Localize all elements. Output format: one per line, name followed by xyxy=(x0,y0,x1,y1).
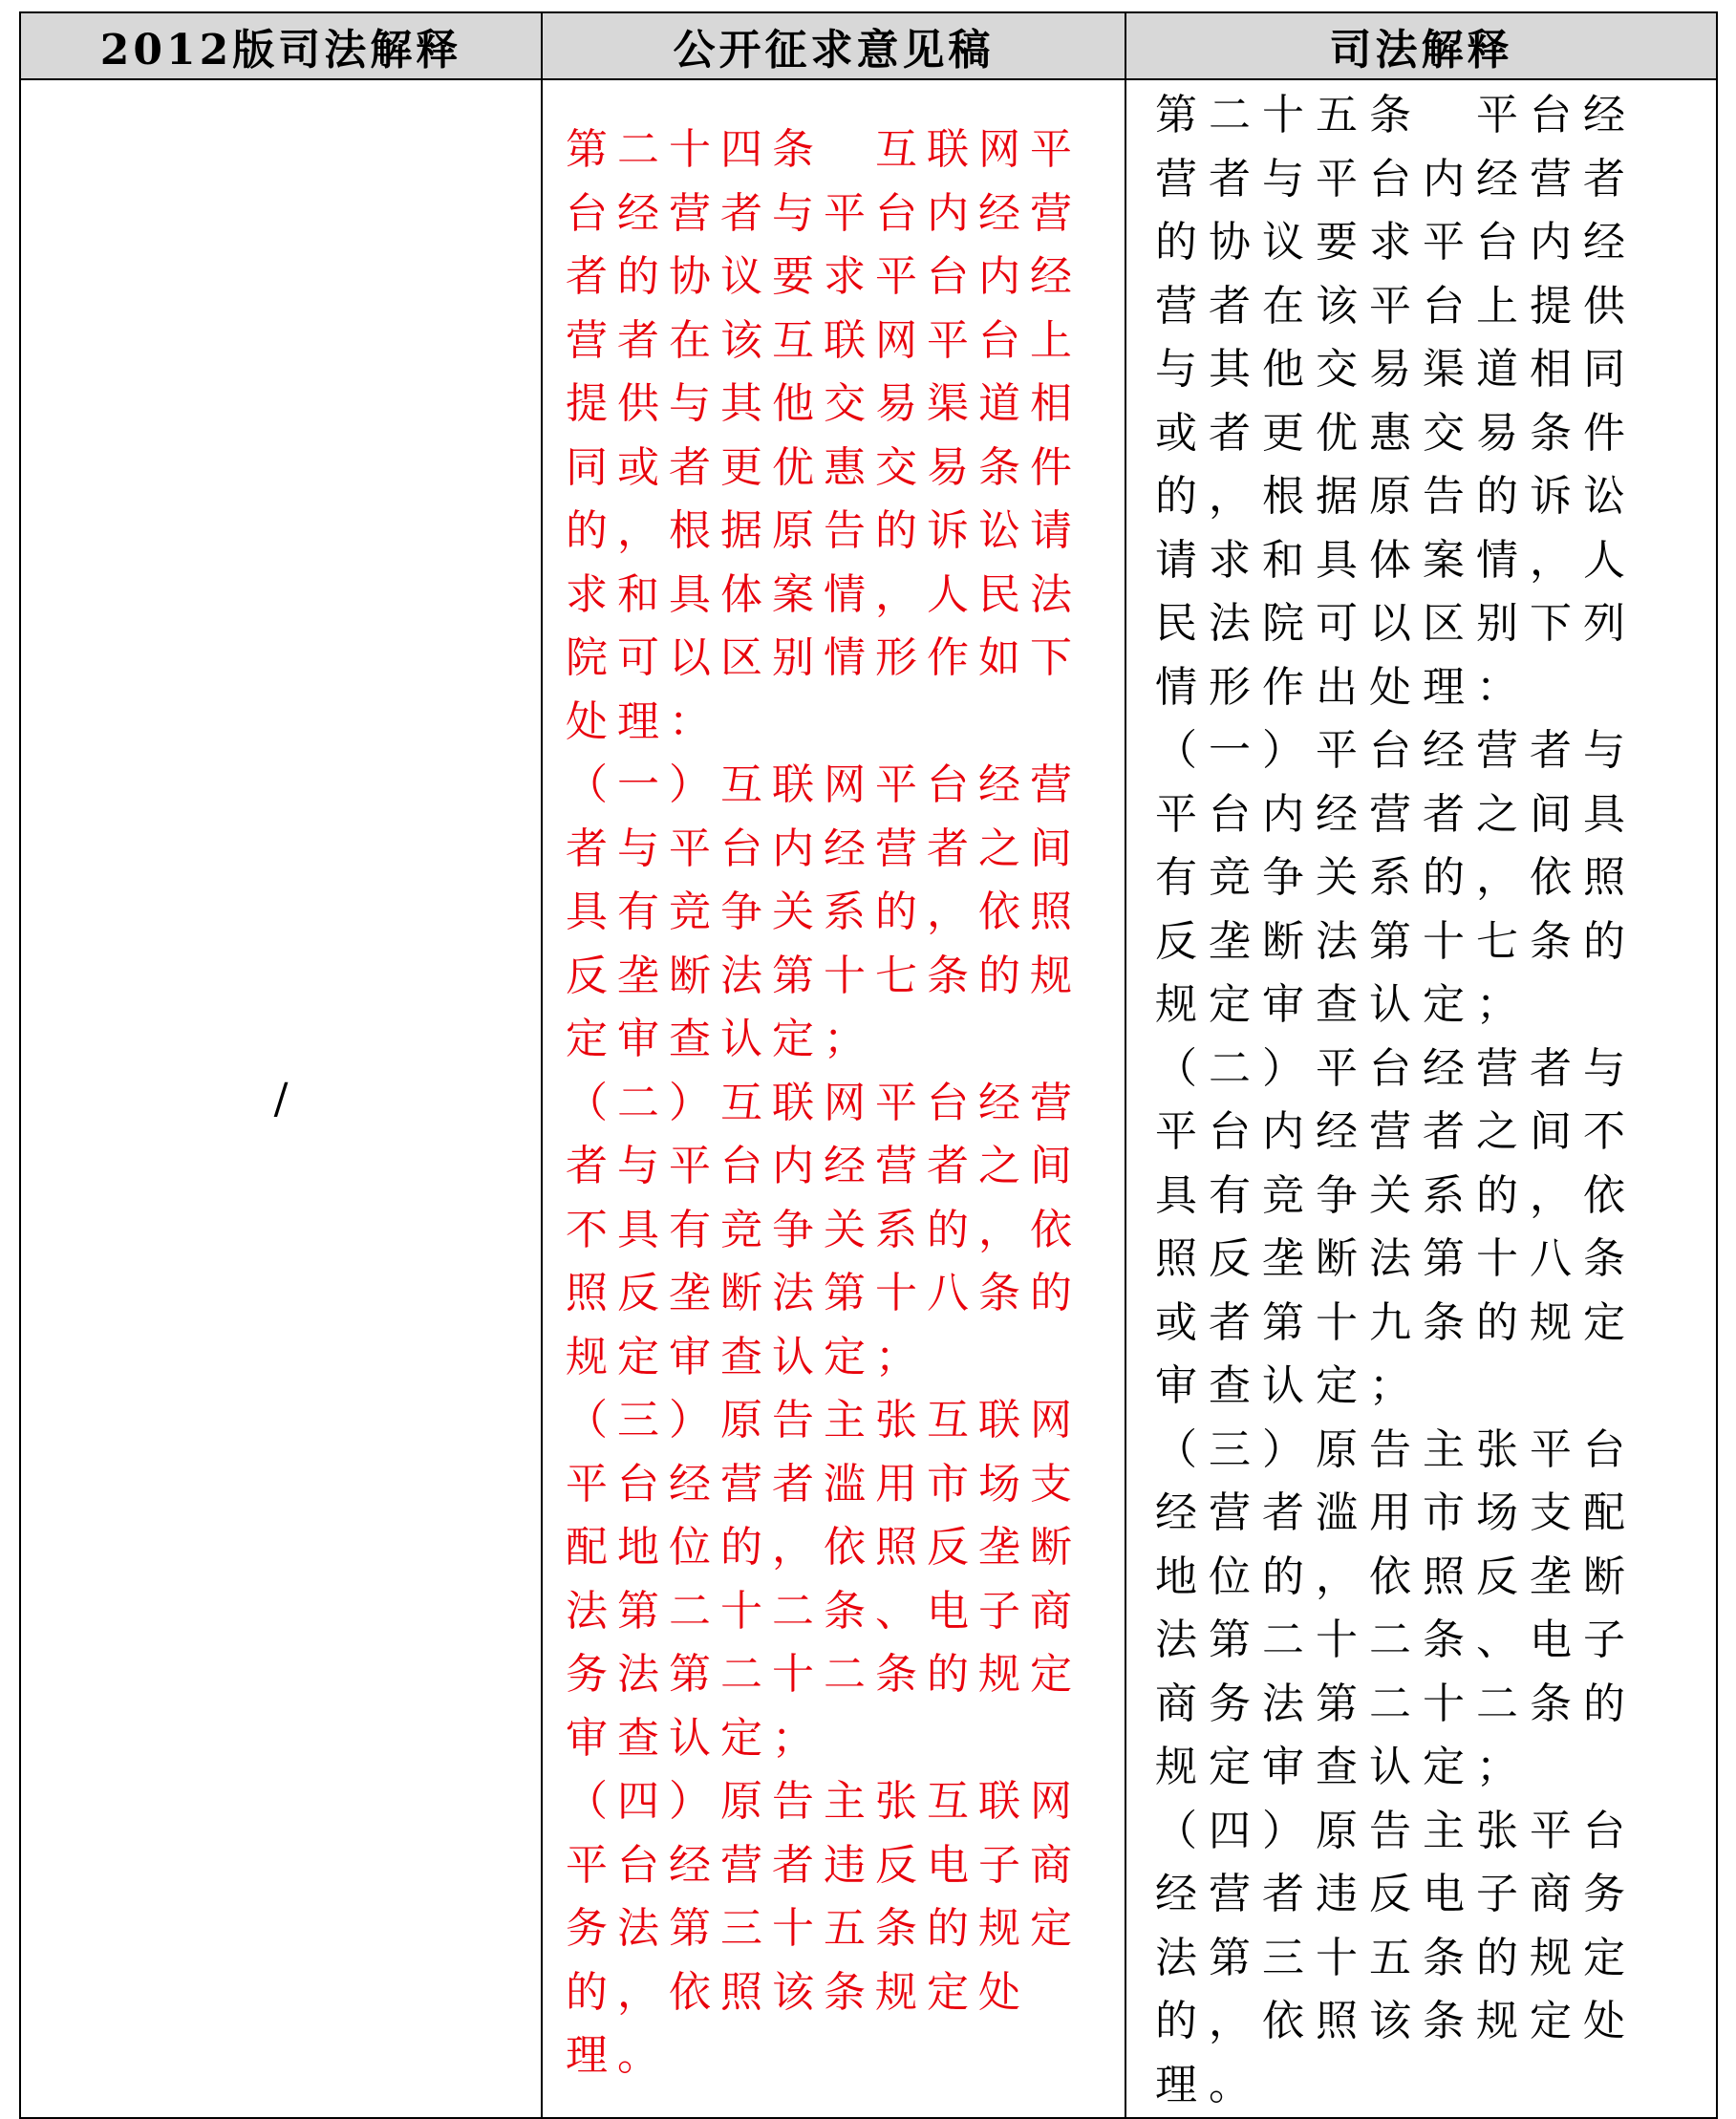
final-article-intro: 第二十五条 平台经营者与平台内经营者的协议要求平台内经营者在该平台上提供与其他交易渠道相同或者更优惠交易条件的，根据原告的诉讼请求和具体案情，人民法院可以区别下列情形作出处理： xyxy=(1155,91,1637,712)
comparison-table xyxy=(19,11,1718,2119)
draft-item-4: （四）原告主张互联网平台经营者违反电子商务法第三十五条的规定的，依照该条规定处理。 xyxy=(566,1777,1082,2080)
draft-item-1: （一）互联网平台经营者与平台内经营者之间具有竞争关系的，依照反垄断法第十七条的规定审查认定； xyxy=(566,760,1082,1063)
header-2012-version: 2012版司法解释 xyxy=(20,12,542,79)
final-item-2: （二）平台经营者与平台内经营者之间不具有竞争关系的，依照反垄断法第十八条或者第十九条的规定审查认定； xyxy=(1155,1043,1637,1410)
content-row xyxy=(20,79,1717,2118)
header-final: 司法解释 xyxy=(1125,12,1717,79)
draft-cell xyxy=(542,79,1125,2118)
old-version-cell: / xyxy=(20,79,542,2118)
header-draft: 公开征求意见稿 xyxy=(542,12,1125,79)
final-item-4: （四）原告主张平台经营者违反电子商务法第三十五条的规定的，依照该条规定处理。 xyxy=(1155,1806,1637,2109)
final-cell xyxy=(1125,79,1717,2118)
final-item-1: （一）平台经营者与平台内经营者之间具有竞争关系的，依照反垄断法第十七条的规定审查认定； xyxy=(1155,726,1637,1029)
draft-item-2: （二）互联网平台经营者与平台内经营者之间不具有竞争关系的，依照反垄断法第十八条的规定审查认定； xyxy=(566,1078,1082,1381)
final-item-3: （三）原告主张平台经营者滥用市场支配地位的，依照反垄断法第二十二条、电子商务法第二十二条的规定审查认定； xyxy=(1155,1424,1637,1791)
draft-item-3: （三）原告主张互联网平台经营者滥用市场支配地位的，依照反垄断法第二十二条、电子商务法第二十二条的规定审查认定； xyxy=(566,1396,1082,1763)
draft-article-intro: 第二十四条 互联网平台经营者与平台内经营者的协议要求平台内经营者在该互联网平台上提供与其他交易渠道相同或者更优惠交易条件的，根据原告的诉讼请求和具体案情，人民法院可以区别情形作如下处理： xyxy=(566,125,1082,746)
header-row xyxy=(20,12,1717,79)
